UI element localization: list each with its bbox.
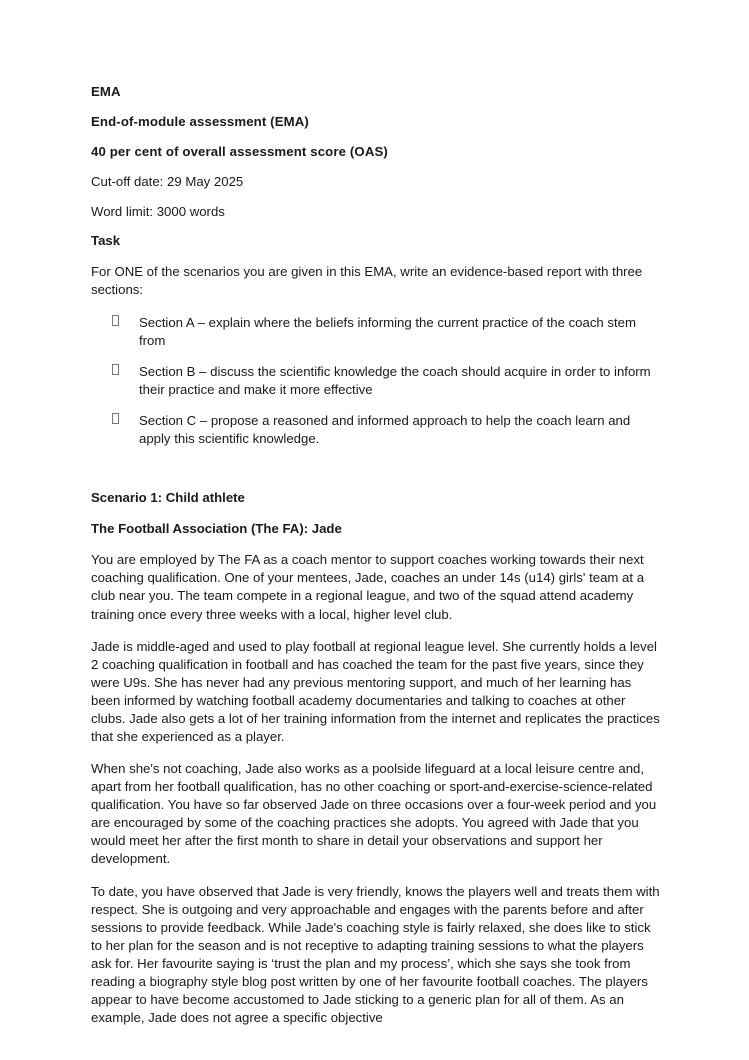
task-intro: For ONE of the scenarios you are given in this EMA, write an evidence-based report with three sections: — [91, 264, 643, 298]
list-item — [91, 363, 663, 399]
word-limit: Word limit: 3000 words — [91, 203, 225, 219]
list-item-label: Section B – discuss the scientific knowledge the coach should acquire in order to inform their practice and make it more effective — [139, 363, 651, 397]
list-item — [91, 412, 663, 448]
task-heading: Task — [91, 233, 121, 249]
document-content — [91, 84, 663, 1041]
page-title: EMA — [91, 84, 121, 99]
scenario-paragraph-1: You are employed by The FA as a coach mentor to support coaches working towards their next coaching qualification. One of your mentees, Jade, coaches an under 14s (u14) girls' team at a club near you. The team compete in a regional league, and two of the squad attend academy training once every three weeks with a local, higher level club. — [91, 552, 645, 622]
paragraph-spacer — [91, 461, 663, 489]
scenario-subheading: The Football Association (The FA): Jade — [91, 521, 342, 537]
missing-glyph-box-icon — [112, 364, 119, 375]
scenario-paragraph-3: When she's not coaching, Jade also works as a poolside lifeguard at a local leisure centre and, apart from her football qualification, has no other coaching or sport-and-exercise-science-related qualification. You have so far observed Jade on three occasions over a four-week period and you are encouraged by some of the coaching practices she adopts. You agreed with Jade that you would meet her after the first month to share in detail your observations and support her development. — [91, 761, 657, 867]
task-section-list — [91, 314, 663, 448]
assessment-weighting: 40 per cent of overall assessment score (OAS) — [91, 143, 388, 159]
assessment-title: End-of-module assessment (EMA) — [91, 113, 309, 129]
list-item — [91, 314, 663, 350]
scenario-heading: Scenario 1: Child athlete — [91, 489, 245, 505]
scenario-paragraph-2: Jade is middle-aged and used to play football at regional league level. She currently holds a level 2 coaching qualification in football and has coached the team for the past five years, since they were U9s. She has never had any previous mentoring support, and much of her learning has been informed by watching football academy documentaries and talking to coaches at other clubs. Jade also gets a lot of her training information from the internet and replicates the practices that she experienced as a player. — [91, 638, 660, 744]
scenario-paragraph-4: To date, you have observed that Jade is very friendly, knows the players well and treats them with respect. She is outgoing and very approachable and engages with the parents before and after sessions to provide feedback. While Jade's coaching style is fairly relaxed, she does like to stick to her plan for the season and is not receptive to adapting training sessions to what the players ask for. Her favourite saying is ‘trust the plan and my process’, which she says she took from reading a biography style blog post written by one of her favourite football coaches. The players appear to have become accustomed to Jade sticking to a generic plan for all of them. As an example, Jade does not agree a specific objective — [91, 883, 660, 1026]
cutoff-date: Cut-off date: 29 May 2025 — [91, 173, 244, 189]
missing-glyph-box-icon — [112, 315, 119, 326]
list-item-label: Section C – propose a reasoned and informed approach to help the coach learn and apply this scientific knowledge. — [139, 412, 631, 446]
list-item-label: Section A – explain where the beliefs informing the current practice of the coach stem from — [139, 314, 637, 348]
missing-glyph-box-icon — [112, 413, 119, 424]
